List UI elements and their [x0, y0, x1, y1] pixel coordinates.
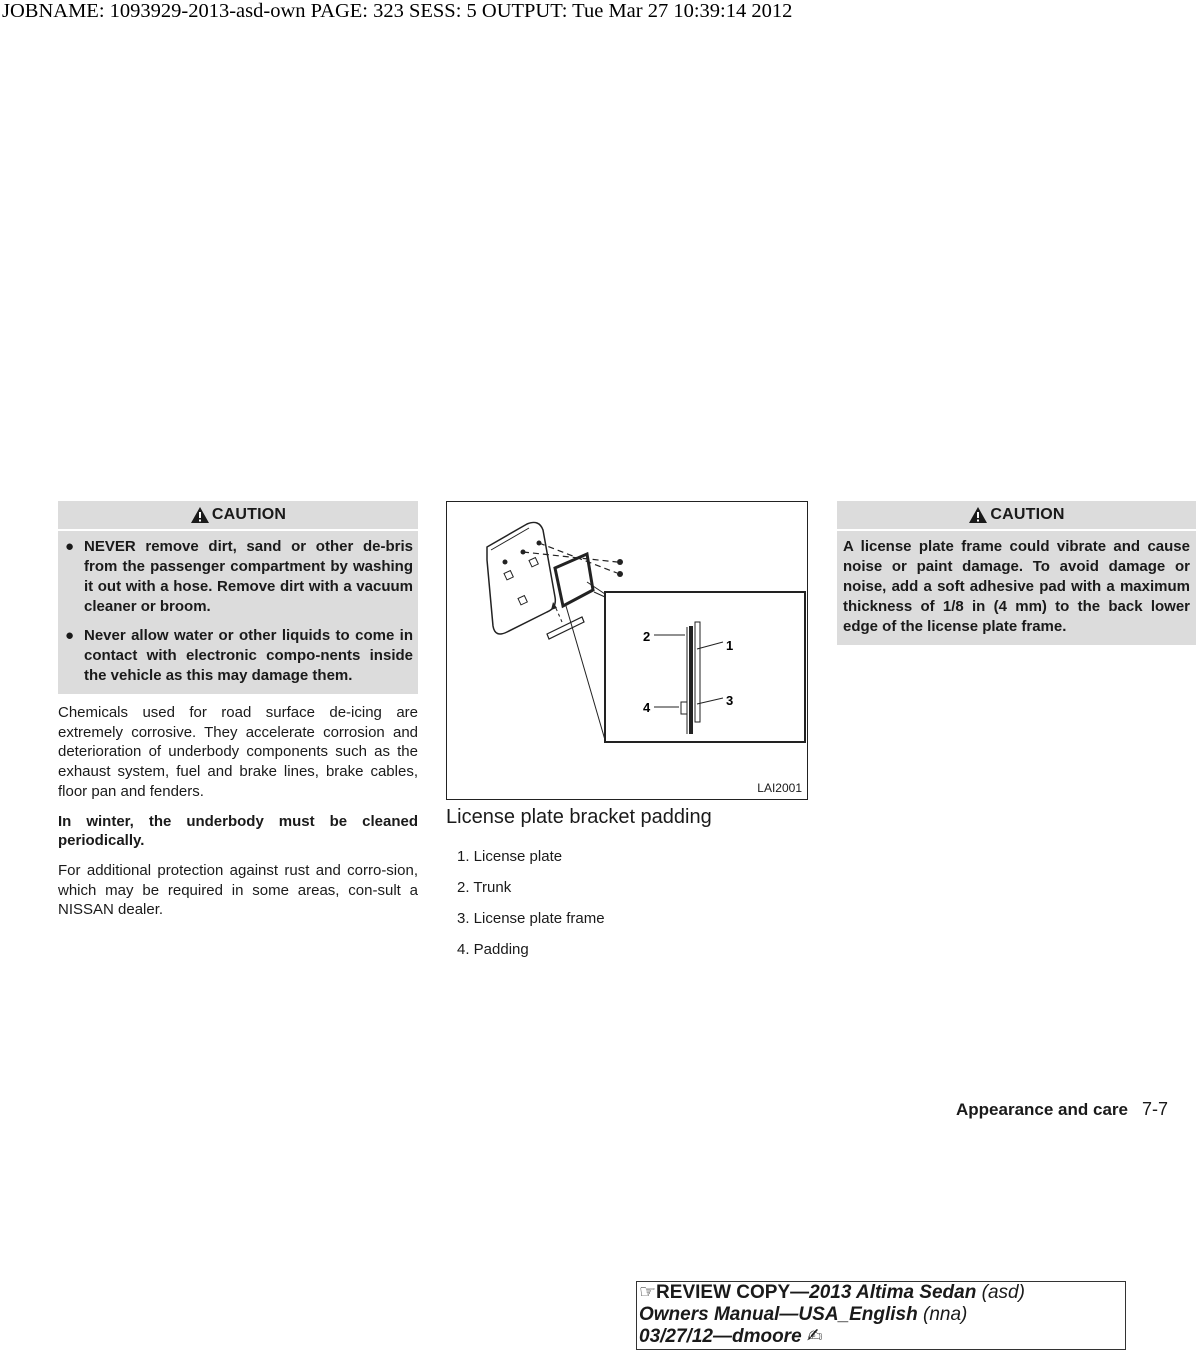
review-line-3 — [639, 1326, 1125, 1348]
pointing-hand-icon: ☞ — [639, 1282, 657, 1303]
figure-callout: 1 — [726, 638, 734, 653]
caution-list — [58, 531, 418, 694]
caution-bullet — [63, 626, 413, 686]
review-manual: Owners Manual—USA_English — [639, 1304, 918, 1325]
review-line-2 — [639, 1304, 1125, 1326]
right-column — [837, 501, 1196, 645]
figure-code: LAI2001 — [757, 781, 802, 795]
caution-bullet — [63, 537, 413, 617]
section-name: Appearance and care — [956, 1100, 1128, 1119]
dealer-paragraph: For additional protection against rust and corro-sion, which may be required in some areas, con-sult a NISSAN dealer. — [58, 861, 418, 919]
caution-box-right — [837, 501, 1196, 645]
page-footer — [956, 1099, 1196, 1120]
caution-header — [58, 501, 418, 531]
warning-triangle-icon — [968, 506, 988, 524]
figure-callout: 2 — [643, 629, 651, 644]
bullet-icon: ● — [65, 627, 75, 644]
review-model: 2013 Altima Sedan — [809, 1282, 977, 1303]
legend-item: 1. License plate — [457, 848, 563, 865]
review-model-code: (asd) — [981, 1282, 1025, 1303]
legend-item: 4. Padding — [457, 941, 529, 958]
caution-bullet-text: Never allow water or other liquids to come in contact with electronic compo-nents inside the vehicle as this may damage them. — [84, 627, 413, 684]
caution-box-left — [58, 501, 418, 694]
figure-callout: 3 — [726, 693, 734, 708]
legend-item: 3. License plate frame — [457, 910, 605, 927]
deicing-paragraph: Chemicals used for road surface de-icing are extremely corrosive. They accelerate corrosion and deterioration of underbody components such as the exhaust system, fuel and brake lines, brake cables, floor pan and fenders. — [58, 704, 418, 800]
left-column — [58, 501, 418, 920]
license-plate-diagram — [447, 502, 807, 799]
warning-triangle-icon — [190, 506, 210, 524]
license-frame-caution-text: A license plate frame could vibrate and cause noise or paint damage. To avoid damage or noise, add a soft adhesive pad with a maximum thickness of 1/8 in (4 mm) to the back lower edge of the license plate frame. — [843, 538, 1190, 635]
bullet-icon: ● — [65, 538, 75, 555]
caution-bullet-text: NEVER remove dirt, sand or other de-bris from the passenger compartment by washing it out with a hose. Remove dirt with a vacuum cleaner or broom. — [84, 538, 413, 615]
caution-title: CAUTION — [990, 506, 1065, 523]
figure-caption: License plate bracket padding — [446, 806, 712, 828]
winter-cleaning-paragraph: In winter, the underbody must be cleaned periodically. — [58, 812, 418, 850]
figure-callout: 4 — [643, 700, 651, 715]
license-plate-figure — [446, 501, 808, 800]
writing-hand-icon: ✍ — [806, 1326, 823, 1347]
review-date-user: 03/27/12—dmoore — [639, 1326, 802, 1347]
review-label: REVIEW COPY— — [656, 1282, 810, 1303]
review-line-1 — [639, 1282, 1125, 1304]
caution-body — [837, 531, 1196, 645]
legend-item: 2. Trunk — [457, 879, 512, 896]
review-copy-box — [636, 1281, 1126, 1350]
figure-legend — [446, 841, 808, 965]
review-manual-code: (nna) — [923, 1304, 968, 1325]
middle-column — [446, 501, 808, 965]
caution-title: CAUTION — [211, 506, 287, 523]
caution-header — [837, 501, 1196, 531]
job-header: JOBNAME: 1093929-2013-asd-own PAGE: 323 SESS: 5 OUTPUT: Tue Mar 27 10:39:14 2012 — [2, 0, 793, 22]
page-number: 7-7 — [1141, 1099, 1168, 1119]
